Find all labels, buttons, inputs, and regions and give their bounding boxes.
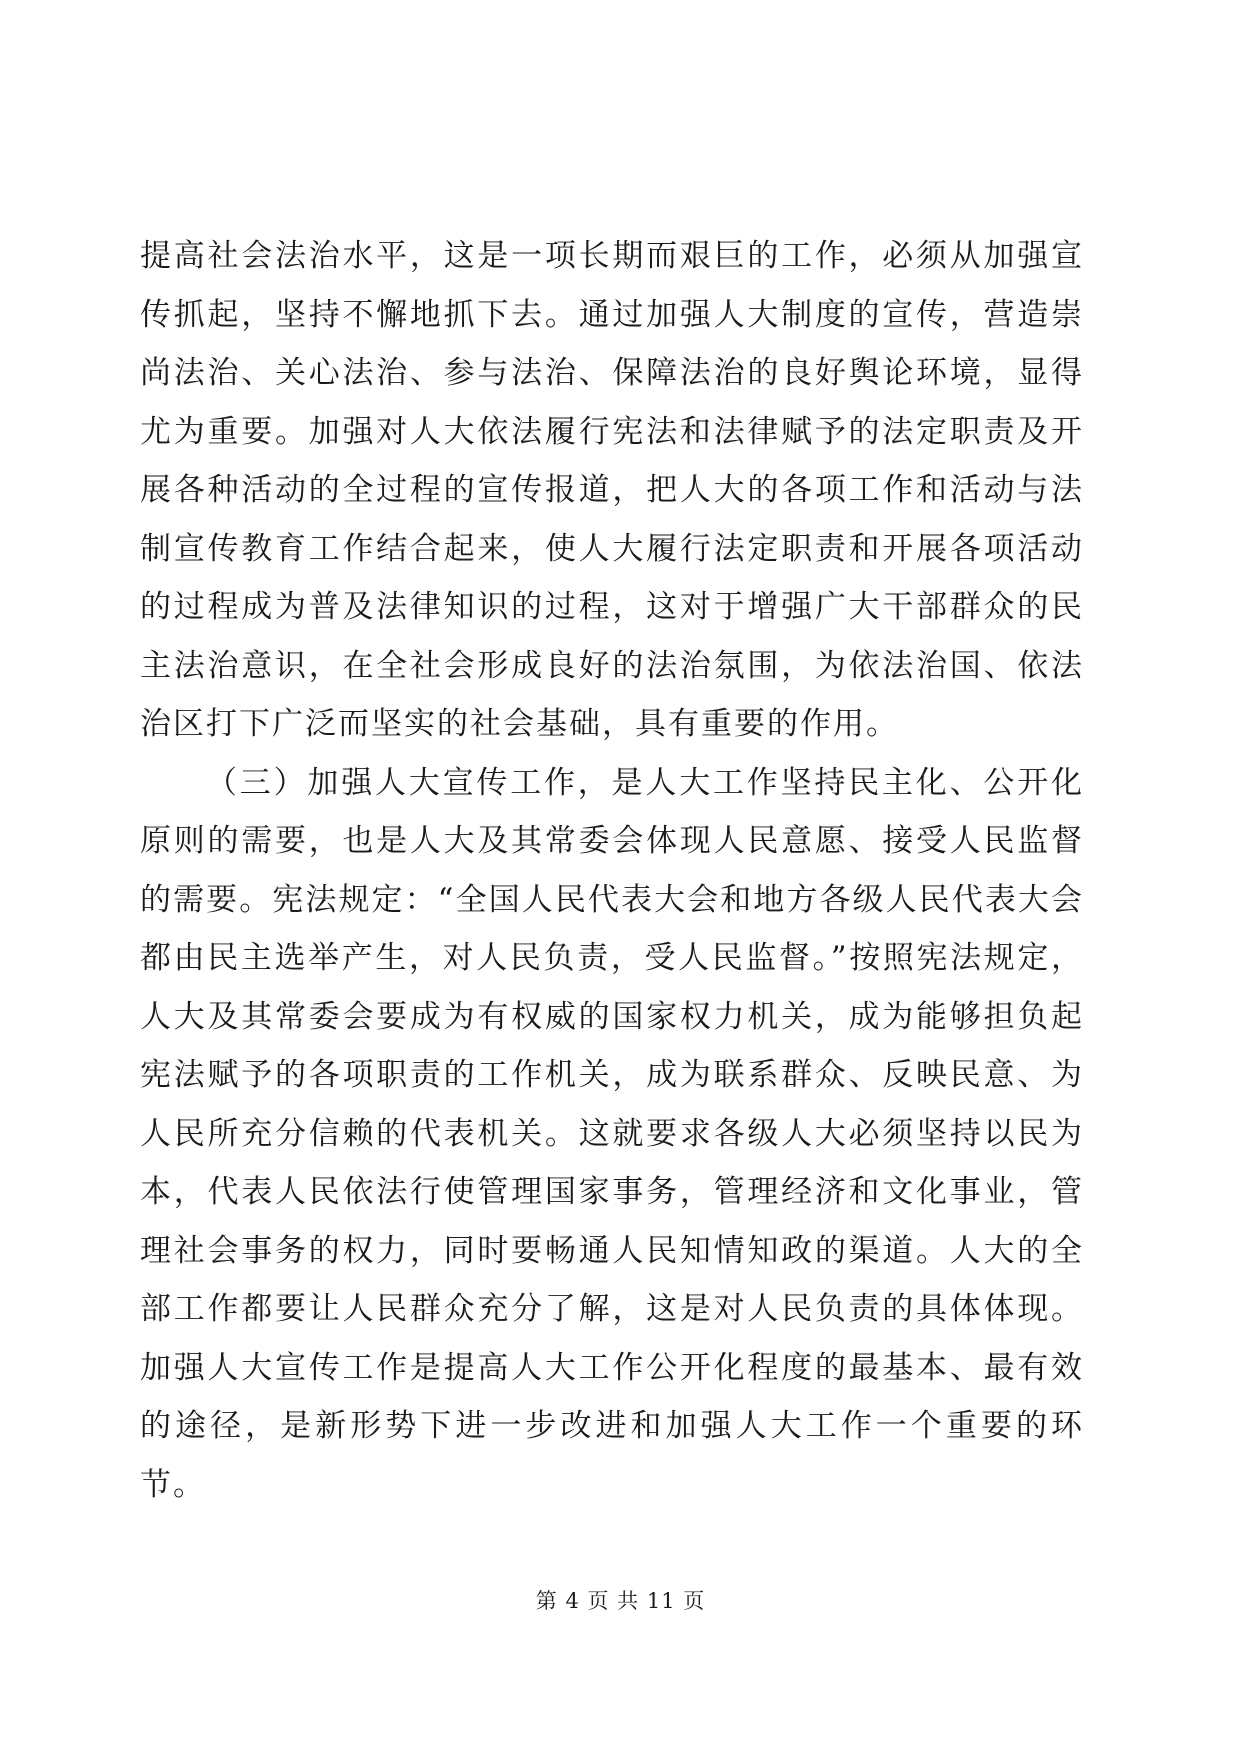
- paragraph-1: 提高社会法治水平，这是一项长期而艰巨的工作，必须从加强宣传抓起，坚持不懈地抓下去。通过加强人大制度的宣传，营造崇尚法治、关心法治、参与法治、保障法治的良好舆论环境，显得尤为重要。加强对人大依法履行宪法和法律赋予的法定职责及开展各种活动的全过程的宣传报道，把人大的各项工作和活动与法制宣传教育工作结合起来，使人大履行法定职责和开展各项活动的过程成为普及法律知识的过程，这对于增强广大干部群众的民主法治意识，在全社会形成良好的法治氛围，为依法治国、依法治区打下广泛而坚实的社会基础，具有重要的作用。: [140, 238, 1084, 742]
- document-body: [140, 227, 1084, 1514]
- paragraph-2: （三）加强人大宣传工作，是人大工作坚持民主化、公开化原则的需要，也是人大及其常委会体现人民意愿、接受人民监督的需要。宪法规定：“全国人民代表大会和地方各级人民代表大会都由民主选举产生，对人民负责，受人民监督。”按照宪法规定，人大及其常委会要成为有权威的国家权力机关，成为能够担负起宪法赋予的各项职责的工作机关，成为联系群众、反映民意、为人民所充分信赖的代表机关。这就要求各级人大必须坚持以民为本，代表人民依法行使管理国家事务，管理经济和文化事业，管理社会事务的权力，同时要畅通人民知情知政的渠道。人大的全部工作都要让人民群众充分了解，这是对人民负责的具体体现。加强人大宣传工作是提高人大工作公开化程度的最基本、最有效的途径，是新形势下进一步改进和加强人大工作一个重要的环节。: [140, 764, 1084, 1503]
- page-number-footer: 第 4 页 共 11 页: [535, 1589, 706, 1613]
